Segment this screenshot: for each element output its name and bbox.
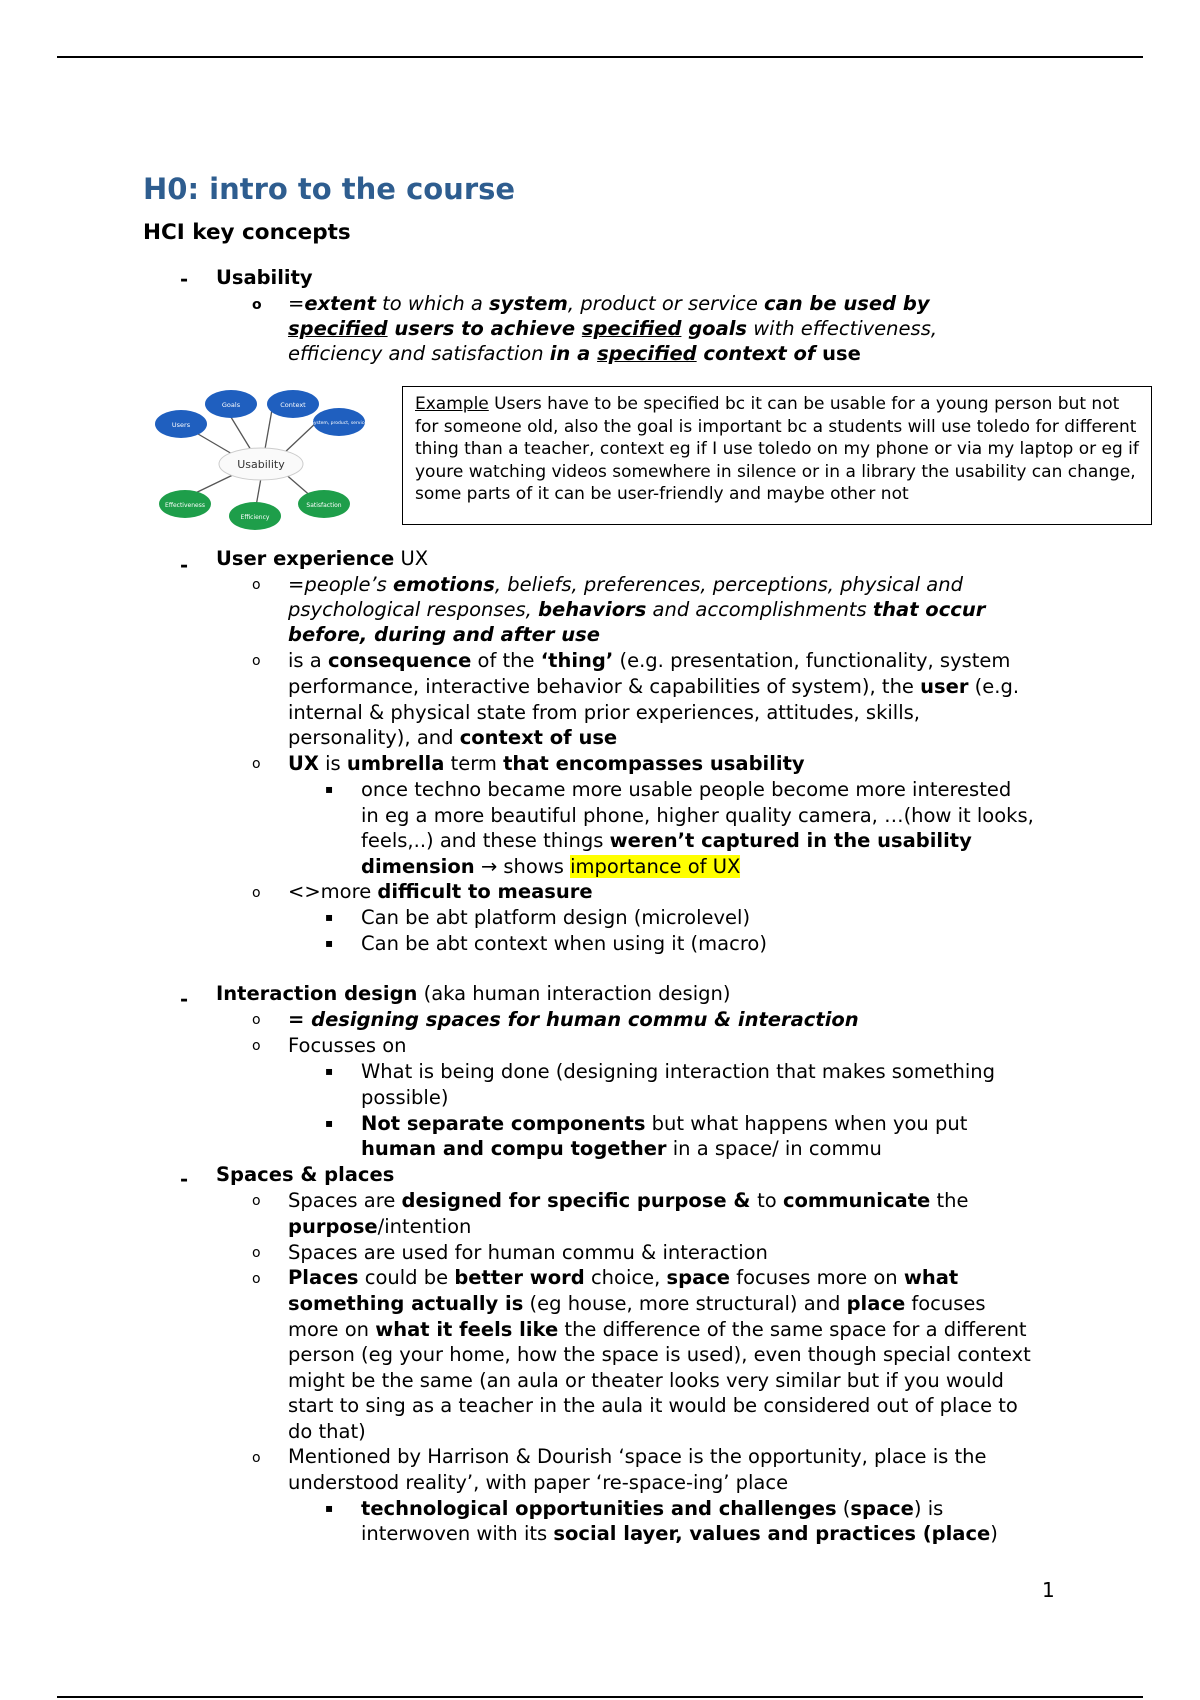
text-run: place [846, 1292, 906, 1315]
text-run: designed for specific purpose & [401, 1189, 758, 1212]
diagram-node-label: Users [171, 421, 191, 429]
text-run: purpose [288, 1215, 378, 1238]
text-run: before, during and after use [288, 623, 600, 646]
spaces-heading [216, 1162, 394, 1187]
text-run: the [930, 1189, 969, 1212]
ux-text-line [361, 803, 1034, 828]
spaces-text-line [288, 1342, 1031, 1367]
interaction-text-line [361, 1085, 448, 1110]
text-run: space [850, 1497, 914, 1520]
bullet-dash: - [180, 988, 189, 1011]
text-run: behaviors [538, 598, 647, 621]
ux-text-line [288, 622, 600, 647]
spaces-text-line [288, 1419, 366, 1444]
text-run: of the [471, 649, 541, 672]
text-run: difficult to measure [377, 880, 593, 903]
bullet-circle: o [252, 1038, 261, 1054]
text-run: emotions [393, 573, 495, 596]
ux-text-line [361, 854, 740, 879]
spaces-text-line [288, 1188, 968, 1213]
text-run: person (eg your home, how the space is used), even though special context [288, 1343, 1031, 1366]
bullet-dash: - [180, 268, 189, 291]
text-run: <>more [288, 880, 378, 903]
text-run: the difference of the same space for a different [558, 1318, 1027, 1341]
ux-text-line [288, 751, 805, 776]
text-run: in eg a more beautiful phone, higher quality camera, …(how it looks, [361, 804, 1034, 827]
text-run: start to sing as a teacher in the aula it would be considered out of place to [288, 1394, 1018, 1417]
text-run: UX [288, 752, 319, 775]
bullet-circle: o [252, 1450, 261, 1466]
usability-heading: Usability [216, 266, 313, 289]
text-run: what [903, 1266, 959, 1289]
text-run: context of [696, 342, 823, 365]
text-run: , beliefs, preferences, perceptions, physical and [494, 573, 963, 596]
interaction-text-line [288, 1033, 407, 1058]
text-run: that occur [872, 598, 986, 621]
text-run: Focusses on [288, 1034, 407, 1057]
text-run: user [920, 675, 969, 698]
text-run: but what happens when you put [645, 1112, 968, 1135]
spaces-text-line [288, 1214, 471, 1239]
bullet-circle: o [252, 885, 261, 901]
ux-text-line [288, 648, 1010, 673]
page-number: 1 [1042, 1578, 1055, 1602]
text-run: social layer, values and practices (place [553, 1522, 991, 1545]
spaces-text-line [361, 1496, 943, 1521]
bullet-circle: o [252, 1245, 261, 1261]
ux-text-line [288, 725, 617, 750]
ux-text-line [361, 777, 1011, 802]
text-run: in a space/ in commu [666, 1137, 882, 1160]
text-run: Places [288, 1266, 359, 1289]
bullet-dash: - [180, 554, 189, 577]
text-run: ) [990, 1522, 998, 1545]
text-run: users to achieve [387, 317, 582, 340]
text-run: use [822, 342, 861, 365]
bullet-square: ▪ [325, 936, 334, 950]
example-body: Users have to be specified bc it can be usable for a young person but not for someone old, also the goal is important bc a students will use toledo for different thing than a teacher, context eg if I use toledo on my phone or via my laptop or eg if youre watching videos somewhere in silence or in a library the usability can change, some parts of it can be user-friendly and maybe other not [415, 394, 1139, 504]
ux-text-line [288, 572, 963, 597]
header-rule [57, 56, 1143, 58]
example-text [415, 393, 1145, 506]
footer-rule [57, 1696, 1143, 1698]
text-run: might be the same (an aula or theater looks very similar but if you would [288, 1369, 1004, 1392]
usability-definition-line [288, 291, 930, 316]
text-run: once techno became more usable people become more interested [361, 778, 1012, 801]
bullet-square: ▪ [325, 1064, 334, 1078]
text-run: Can be abt platform design (microlevel) [361, 906, 751, 929]
text-run: internal & physical state from prior experiences, attitudes, skills, [288, 701, 920, 724]
text-run: weren’t captured in the usability [609, 829, 972, 852]
text-run: choice, [584, 1266, 667, 1289]
text-run: Mentioned by Harrison & Dourish ‘space is the opportunity, place is the [288, 1445, 987, 1468]
text-run: something actually is [288, 1292, 524, 1315]
text-run: (e.g. presentation, functionality, system [613, 649, 1011, 672]
spaces-text-line [288, 1470, 788, 1495]
ux-text-line [361, 905, 750, 930]
text-run: technological opportunities and challenges [361, 1497, 837, 1520]
text-run: interwoven with its [361, 1522, 554, 1545]
bullet-circle: o [252, 756, 261, 772]
bullet-circle: o [252, 297, 262, 313]
ux-text-line [288, 597, 985, 622]
ux-text-line [288, 700, 920, 725]
text-run: is [318, 752, 347, 775]
text-run: specified [288, 317, 388, 340]
text-run: to which a [375, 292, 490, 315]
diagram-node-label: System, product, service [311, 421, 367, 426]
text-run: (eg house, more structural) and [523, 1292, 847, 1315]
text-run: understood reality’, with paper ‘re-space-ing’ place [288, 1471, 789, 1494]
ux-text-line [288, 674, 1019, 699]
bullet-circle: o [252, 1193, 261, 1209]
ux-heading-bold: User experience [216, 547, 395, 570]
diagram-center-label: Usability [237, 458, 285, 471]
text-run: psychological responses, [288, 598, 539, 621]
text-run: → shows [474, 855, 571, 878]
interaction-text-line [288, 1007, 859, 1032]
text-run: Can be abt context when using it (macro) [361, 932, 767, 955]
bullet-circle: o [252, 1012, 261, 1028]
text-run: extent [304, 292, 376, 315]
ux-text-line [361, 931, 767, 956]
spaces-text-line [288, 1265, 958, 1290]
bullet-square: ▪ [325, 1501, 334, 1515]
text-run: and accomplishments [646, 598, 873, 621]
text-run: do that) [288, 1420, 366, 1443]
text-run: Interaction design [216, 982, 418, 1005]
text-run: efficiency and satisfaction [288, 342, 550, 365]
text-run: importance of UX [570, 855, 741, 878]
interaction-text-line [361, 1059, 995, 1084]
ux-text-line [288, 879, 593, 904]
text-run: Spaces are used for human commu & interaction [288, 1241, 768, 1264]
interaction-heading [216, 981, 730, 1006]
text-run: ( [836, 1497, 851, 1520]
text-run: can be used by [764, 292, 930, 315]
text-run: that encompasses usability [503, 752, 805, 775]
text-run: Spaces are [288, 1189, 402, 1212]
text-run: (e.g. [968, 675, 1020, 698]
text-run: in a [549, 342, 598, 365]
text-run: what it feels like [375, 1318, 559, 1341]
bullet-square: ▪ [325, 782, 334, 796]
ux-text-line [361, 828, 972, 853]
text-run: = designing spaces for human commu & interaction [288, 1008, 859, 1031]
text-run: umbrella [346, 752, 445, 775]
bullet-dash: - [180, 1168, 189, 1191]
diagram-node-label: Effectiveness [165, 502, 205, 509]
text-run: =people’s [288, 573, 393, 596]
text-run: specified [597, 342, 697, 365]
interaction-text-line [361, 1111, 967, 1136]
example-box [402, 386, 1152, 525]
text-run: dimension [361, 855, 475, 878]
text-run: space [666, 1266, 731, 1289]
bullet-circle: o [252, 577, 261, 593]
page-title: H0: intro to the course [143, 172, 516, 206]
text-run: could be [358, 1266, 455, 1289]
text-run: performance, interactive behavior & capabilities of system), the [288, 675, 921, 698]
text-run: = [288, 292, 305, 315]
diagram-node-label: Goals [221, 401, 241, 409]
diagram-node-label: Context [280, 401, 306, 409]
spaces-text-line [361, 1521, 998, 1546]
text-run: communicate [782, 1189, 931, 1212]
text-run: term [444, 752, 504, 775]
text-run: ‘thing’ [540, 649, 614, 672]
bullet-circle: o [252, 653, 261, 669]
bullet-circle: o [252, 1271, 261, 1287]
spaces-text-line [288, 1393, 1018, 1418]
usability-diagram [143, 386, 379, 531]
text-run: goals [681, 317, 748, 340]
text-run: ) is [913, 1497, 944, 1520]
text-run: better word [454, 1266, 585, 1289]
text-run: human and compu together [361, 1137, 667, 1160]
interaction-text-line [361, 1136, 882, 1161]
ux-heading-rest: UX [394, 547, 429, 570]
text-run: Spaces & places [216, 1163, 395, 1186]
text-run: more on [288, 1318, 376, 1341]
bullet-square: ▪ [325, 910, 334, 924]
text-run: feels,..) and these things [361, 829, 610, 852]
text-run: /intention [377, 1215, 472, 1238]
spaces-text-line [288, 1291, 986, 1316]
diagram-node-label: Satisfaction [306, 502, 342, 509]
diagram-node-label: Efficiency [240, 514, 270, 521]
text-run: focuses [905, 1292, 986, 1315]
text-run: What is being done (designing interaction that makes something [361, 1060, 996, 1083]
bullet-square: ▪ [325, 1116, 334, 1130]
text-run: specified [581, 317, 682, 340]
text-run: possible) [361, 1086, 449, 1109]
text-run: , product or service [567, 292, 765, 315]
text-run: context of use [459, 726, 618, 749]
text-run: focuses more on [730, 1266, 904, 1289]
ux-heading [216, 546, 428, 571]
text-run: is a [288, 649, 328, 672]
text-run: (aka human interaction design) [417, 982, 731, 1005]
spaces-text-line [288, 1240, 768, 1265]
example-label: Example [415, 394, 489, 414]
usability-definition-line [288, 341, 861, 366]
spaces-text-line [288, 1317, 1027, 1342]
usability-definition-line [288, 316, 937, 341]
text-run: with effectiveness, [747, 317, 938, 340]
spaces-text-line [288, 1368, 1004, 1393]
text-run: to [757, 1189, 783, 1212]
text-run: consequence [327, 649, 472, 672]
text-run: personality), and [288, 726, 460, 749]
text-run: system [489, 292, 568, 315]
spaces-text-line [288, 1444, 986, 1469]
section-heading: HCI key concepts [143, 220, 351, 245]
text-run: Not separate components [361, 1112, 646, 1135]
